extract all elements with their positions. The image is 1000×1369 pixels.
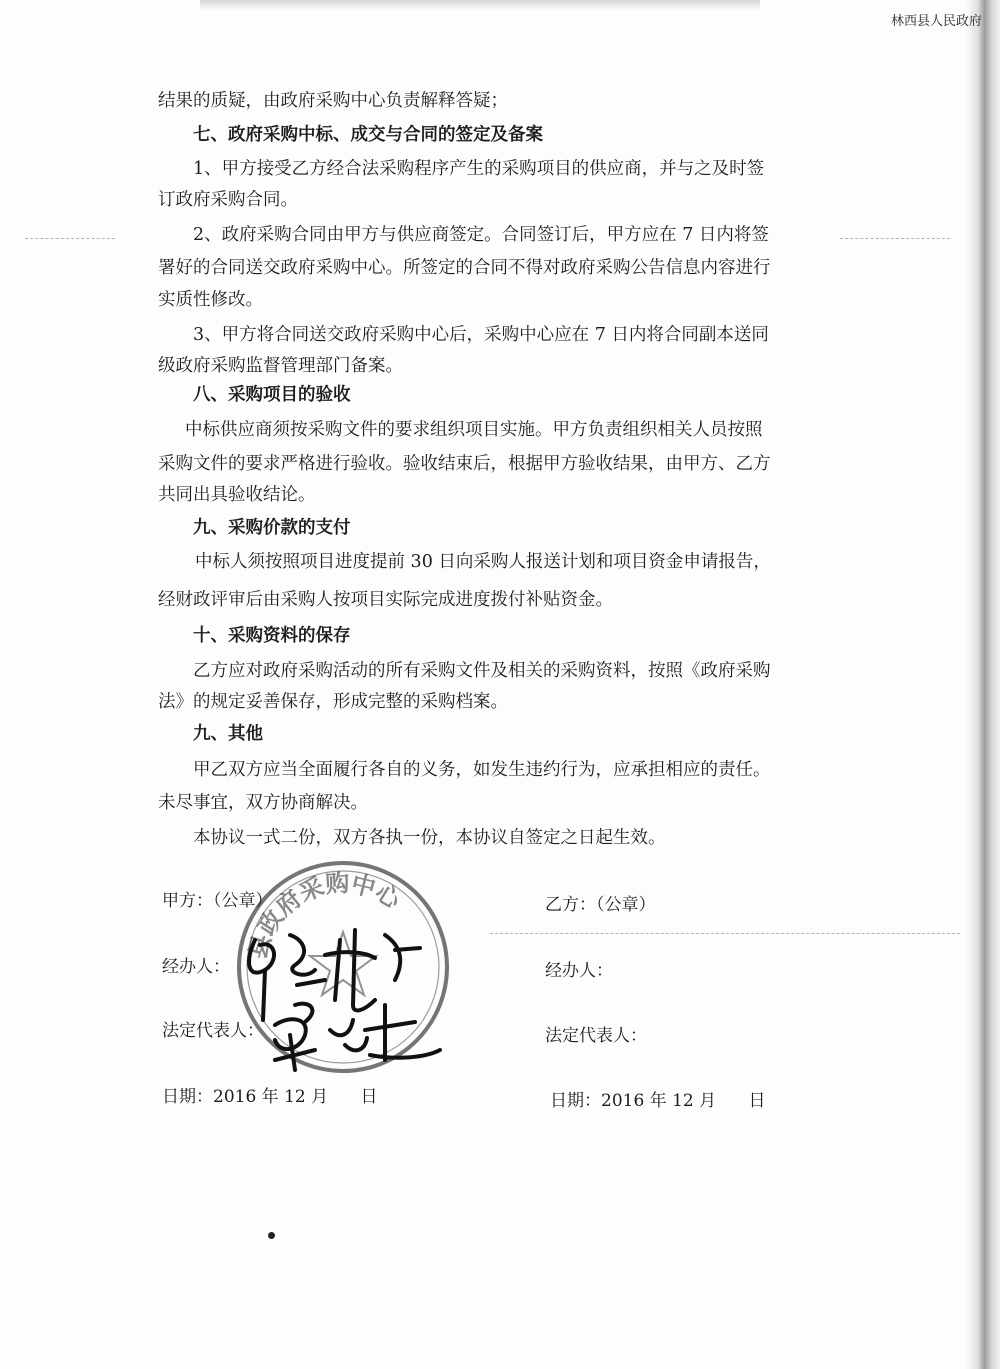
watermark: 林西县人民政府: [890, 14, 982, 29]
section-heading: 八、采购项目的验收: [193, 385, 351, 405]
party-a-agent-label: 经办人：: [162, 957, 230, 977]
paragraph-line: 级政府采购监督管理部门备案。: [158, 356, 403, 376]
paragraph-line: 结果的质疑，由政府采购中心负责解释答疑；: [158, 91, 508, 111]
scan-artifact-line: [840, 238, 950, 239]
scan-right-edge: [966, 0, 1000, 1369]
party-a-legal-rep-label: 法定代表人：: [162, 1021, 264, 1041]
scan-artifact-line: [25, 238, 115, 239]
section-heading: 七、政府采购中标、成交与合同的签定及备案: [193, 125, 543, 145]
paragraph-line: 1、甲方接受乙方经合法采购程序产生的采购项目的供应商，并与之及时签: [193, 159, 765, 179]
paragraph-line: 中标供应商须按采购文件的要求组织项目实施。甲方负责组织相关人员按照: [185, 420, 763, 440]
paragraph-line: 乙方应对政府采购活动的所有采购文件及相关的采购资料，按照《政府采购: [193, 661, 771, 681]
party-b-date: 日期：2016 年 12 月 日: [550, 1091, 766, 1111]
paragraph-line: 署好的合同送交政府采购中心。所签定的合同不得对政府采购公告信息内容进行: [158, 258, 771, 278]
svg-text:县政府采购中心: 县政府采购中心: [242, 867, 406, 962]
paragraph-line: 共同出具验收结论。: [158, 485, 316, 505]
paragraph-line: 中标人须按照项目进度提前 30 日向采购人报送计划和项目资金申请报告，: [195, 552, 771, 572]
paragraph-line: 订政府采购合同。: [158, 190, 298, 210]
scan-speck: [268, 1232, 275, 1239]
party-b-agent-label: 经办人：: [545, 961, 613, 981]
paragraph-line: 本协议一式二份，双方各执一份，本协议自签定之日起生效。: [193, 828, 666, 848]
section-heading: 十、采购资料的保存: [193, 626, 351, 646]
party-b-seal-label: 乙方：（公章）: [545, 895, 656, 915]
scan-artifact-line: [490, 933, 960, 934]
paragraph-line: 实质性修改。: [158, 290, 263, 310]
party-b-legal-rep-label: 法定代表人：: [545, 1026, 647, 1046]
paragraph-line: 2、政府采购合同由甲方与供应商签定。合同签订后，甲方应在 7 日内将签: [193, 225, 769, 245]
paragraph-line: 采购文件的要求严格进行验收。验收结束后，根据甲方验收结果，由甲方、乙方: [158, 454, 771, 474]
party-a-date: 日期：2016 年 12 月 日: [162, 1087, 378, 1107]
paragraph-line: 经财政评审后由采购人按项目实际完成进度拨付补贴资金。: [158, 590, 613, 610]
paragraph-line: 甲乙双方应当全面履行各自的义务，如发生违约行为，应承担相应的责任。: [193, 760, 771, 780]
section-heading: 九、其他: [193, 724, 263, 744]
paragraph-line: 法》的规定妥善保存，形成完整的采购档案。: [158, 692, 508, 712]
paragraph-line: 未尽事宜，双方协商解决。: [158, 793, 368, 813]
handwritten-signature: [235, 910, 465, 1080]
paragraph-line: 3、甲方将合同送交政府采购中心后，采购中心应在 7 日内将合同副本送同: [193, 325, 769, 345]
section-heading: 九、采购价款的支付: [193, 518, 351, 538]
scan-top-shadow: [200, 0, 760, 10]
party-a-seal-label: 甲方：（公章）: [162, 891, 273, 911]
